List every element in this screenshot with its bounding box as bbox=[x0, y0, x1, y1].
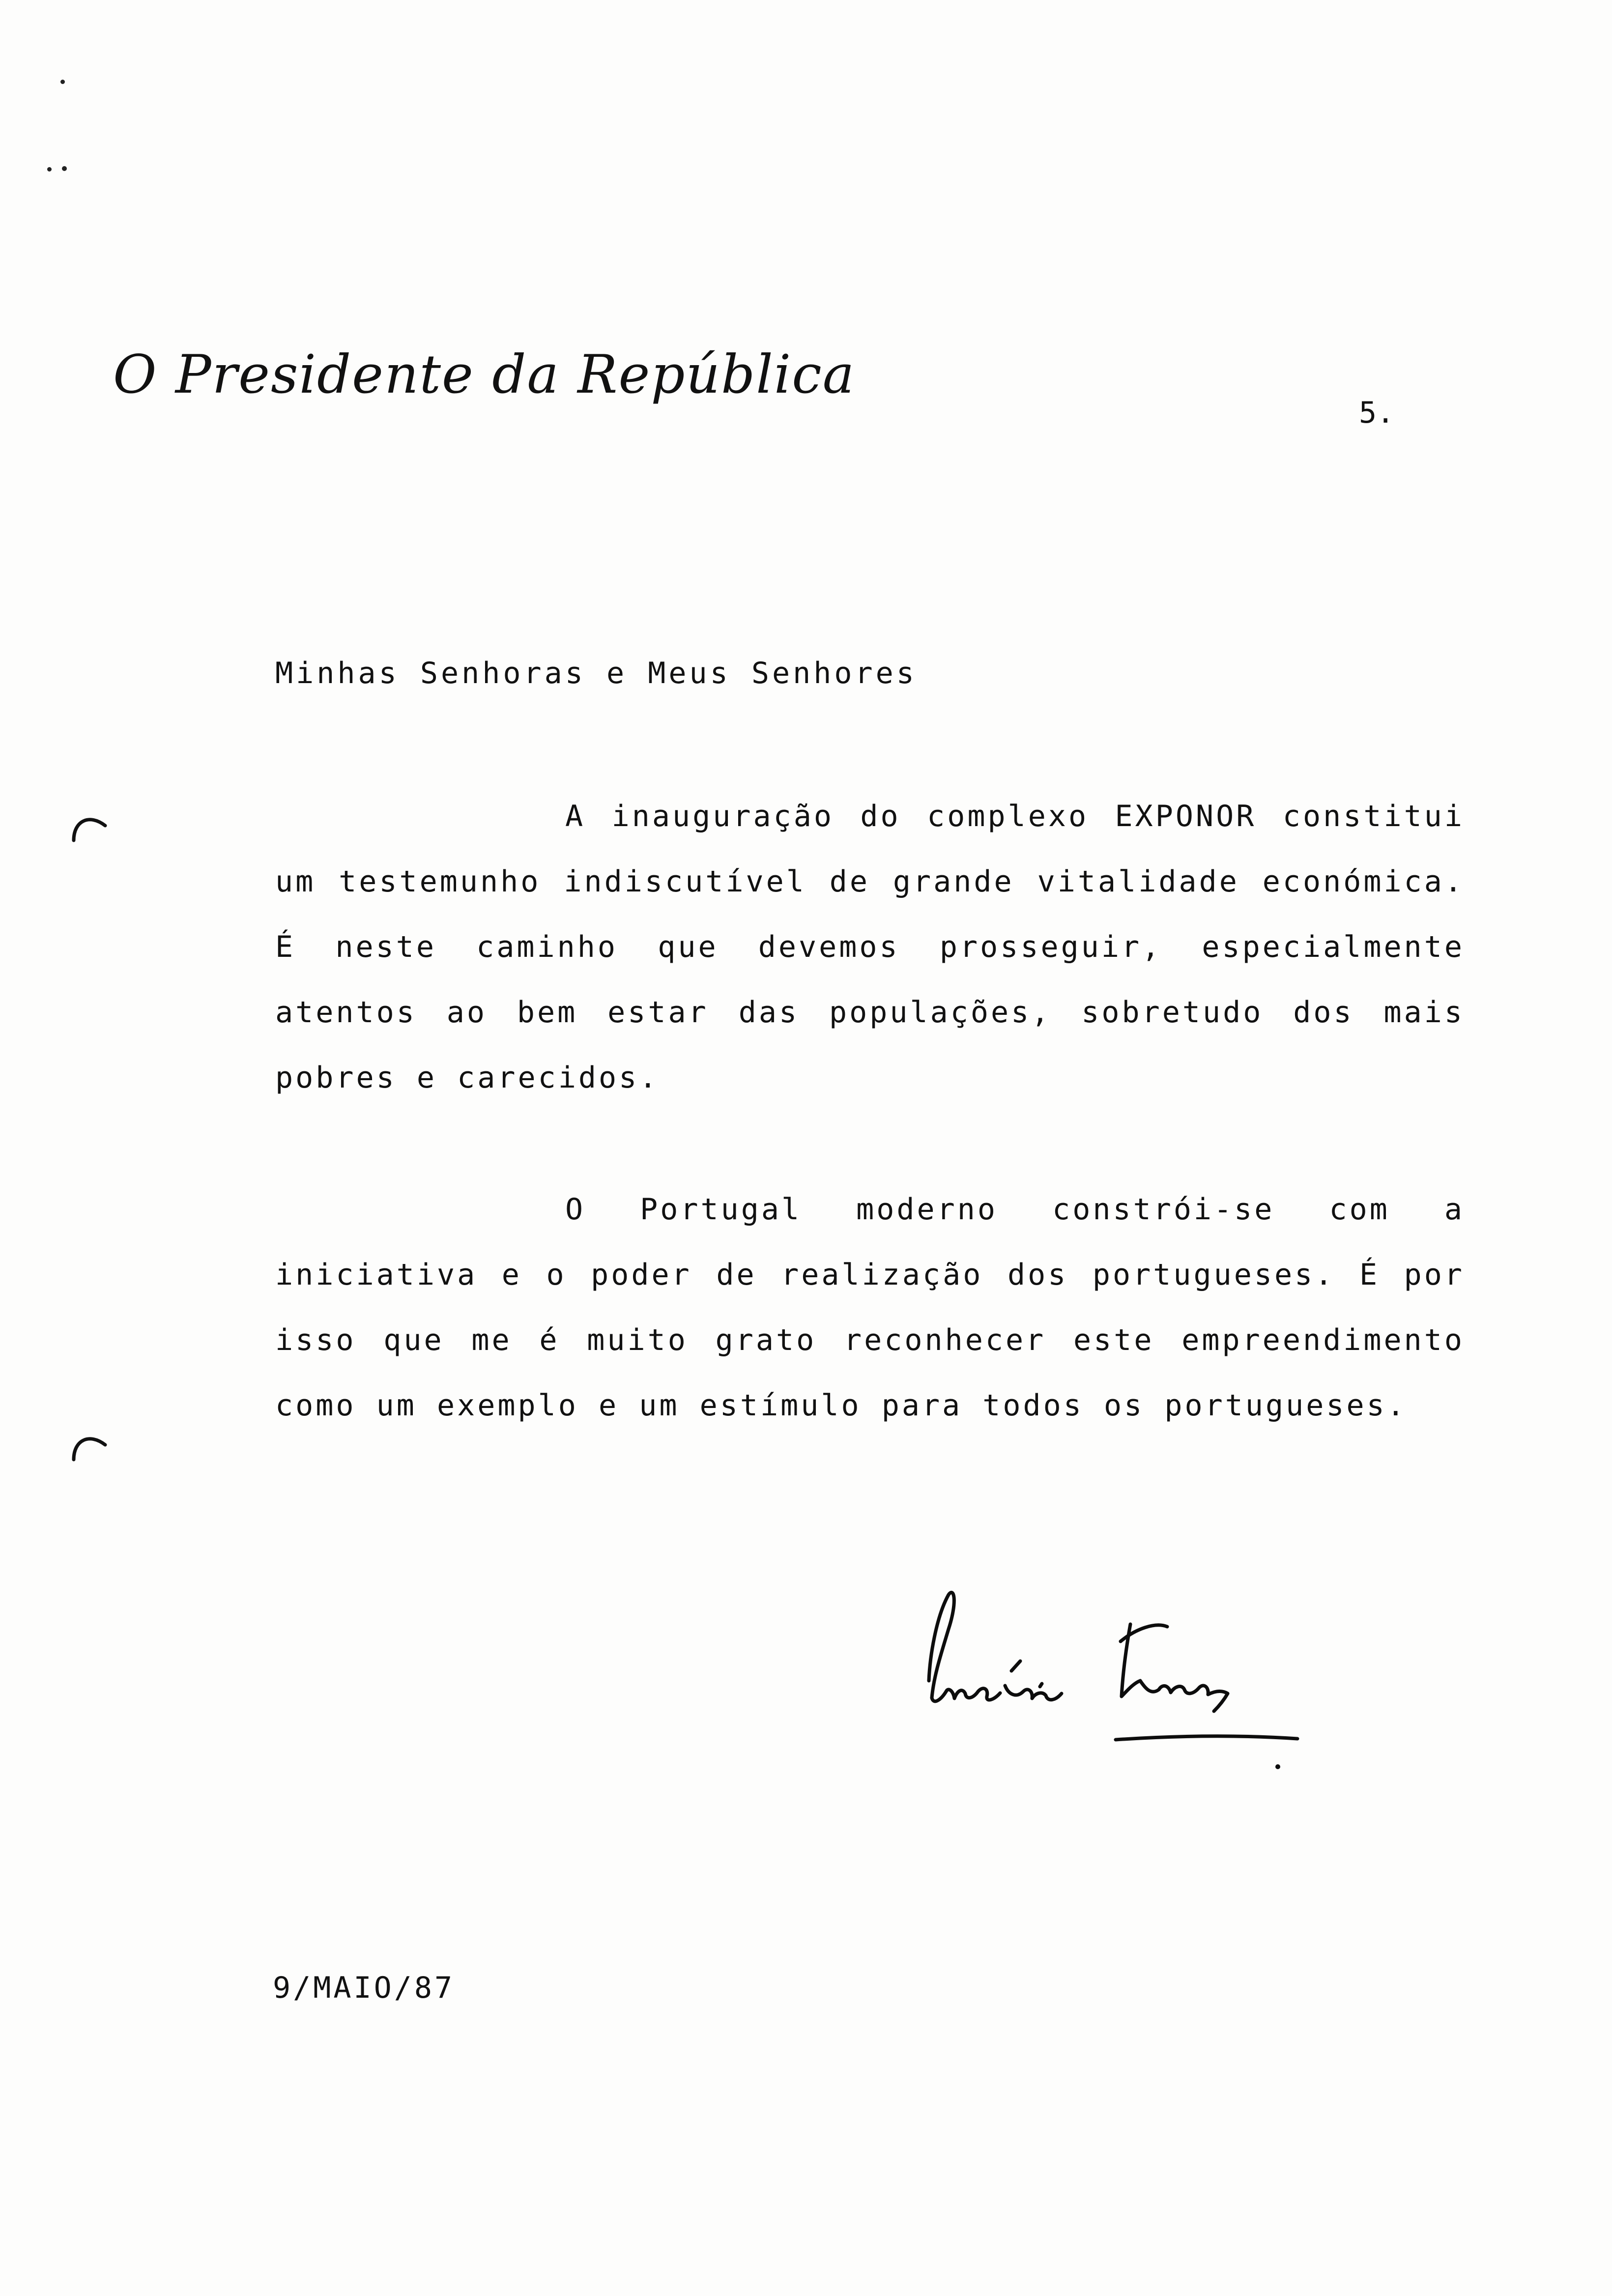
letter-date: 9/MAIO/87 bbox=[273, 1971, 455, 2005]
page-number: 5. bbox=[1359, 396, 1395, 430]
paragraph bbox=[275, 1177, 1465, 1438]
scan-speck bbox=[60, 80, 65, 84]
handwritten-signature bbox=[899, 1582, 1342, 1789]
binder-hole-mark bbox=[70, 811, 109, 845]
binder-hole-mark bbox=[70, 1430, 109, 1464]
scan-speck bbox=[47, 167, 52, 172]
paragraph bbox=[275, 784, 1465, 1111]
paragraph-text: A inauguração do complexo EXPONOR constitui um testemunho indiscutível de grande vitalidade económica. É neste caminho que devemos prosseguir, especialmente atentos ao bem estar das populações, sobretudo dos mais pobres e carecidos. bbox=[275, 799, 1465, 1095]
paragraph-text: O Portugal moderno constrói-se com a iniciativa e o poder de realização dos portugueses. É por isso que me é muito grato reconhecer este empreendimento como um exemplo e um estímulo para todos os portugueses. bbox=[275, 1192, 1465, 1423]
salutation: Minhas Senhoras e Meus Senhores bbox=[275, 656, 917, 690]
letterhead: O Presidente da República bbox=[113, 344, 856, 405]
scan-speck bbox=[62, 166, 67, 171]
